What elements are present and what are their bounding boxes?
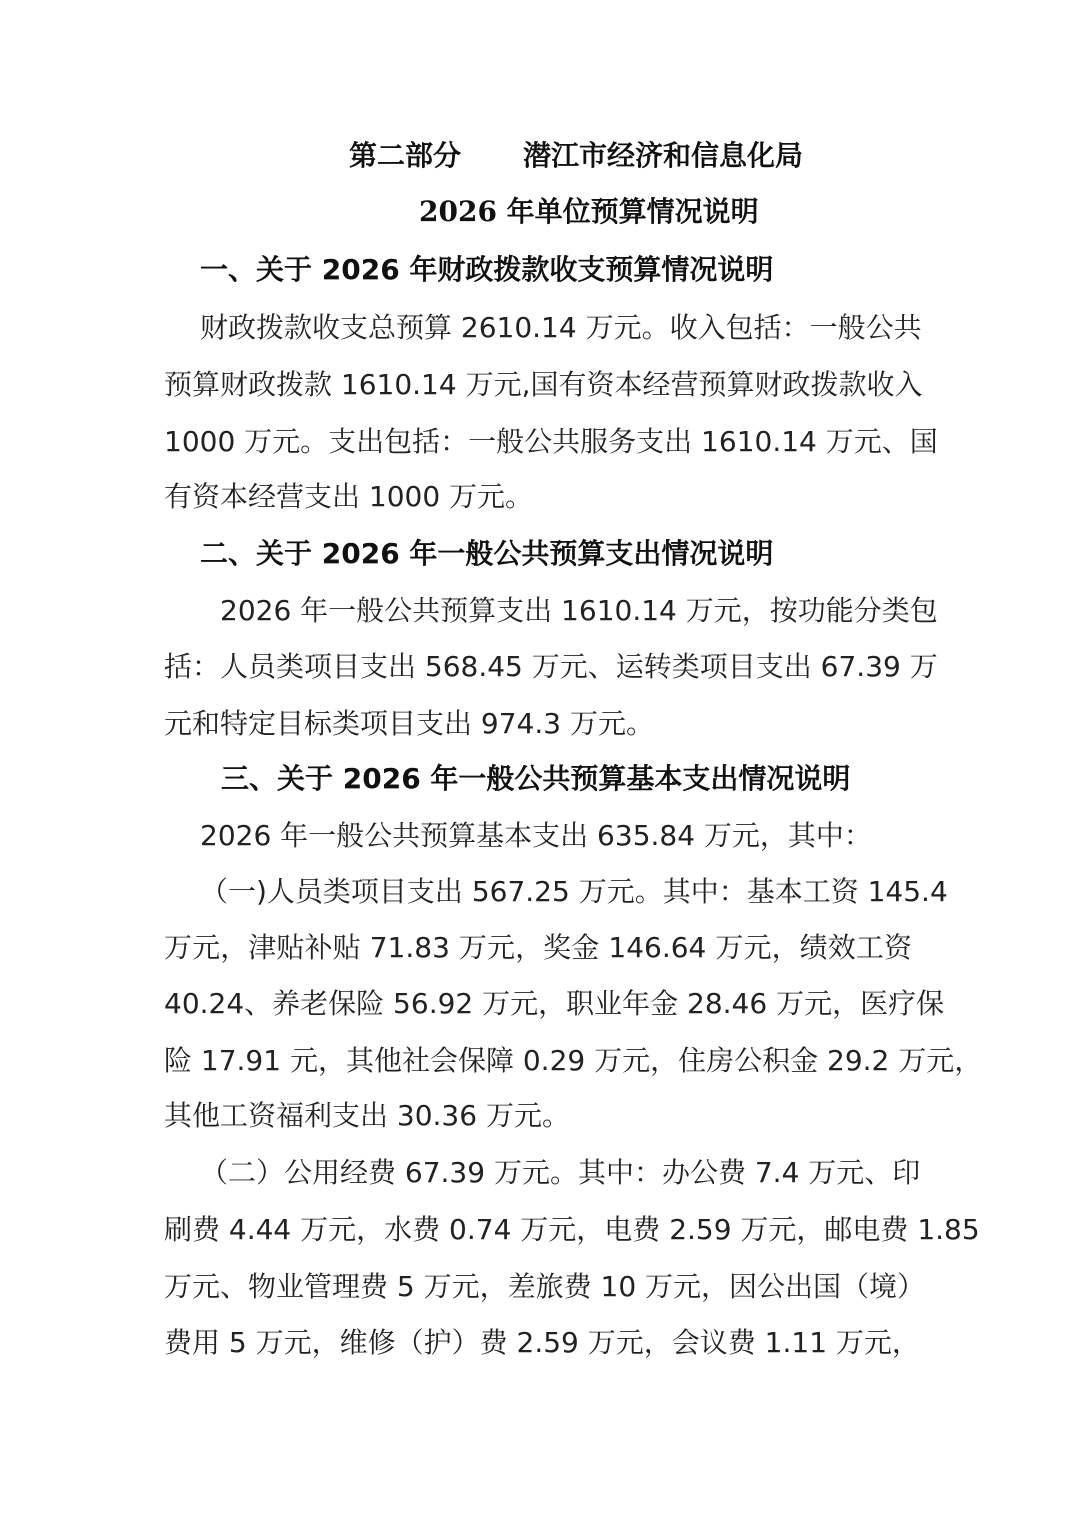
section-3-line: （一)人员类项目支出 567.25 万元。其中：基本工资 145.4 — [200, 875, 948, 908]
section-2-line: 2026 年一般公共预算支出 1610.14 万元，按功能分类包 — [220, 594, 938, 627]
section-3-line: 40.24、养老保险 56.92 万元，职业年金 28.46 万元，医疗保 — [164, 987, 945, 1020]
section-3-line: 2026 年一般公共预算基本支出 635.84 万元，其中： — [200, 819, 872, 852]
section-2-line: 括：人员类项目支出 568.45 万元、运转类项目支出 67.39 万 — [164, 650, 938, 683]
section-1-line: 有资本经营支出 1000 万元。 — [164, 480, 534, 513]
section-3-line: 万元、物业管理费 5 万元，差旅费 10 万元，因公出国（境） — [164, 1270, 926, 1303]
section-3-line: 费用 5 万元，维修（护）费 2.59 万元，会议费 1.11 万元， — [164, 1326, 920, 1359]
section-3-line: 万元，津贴补贴 71.83 万元，奖金 146.64 万元，绩效工资 — [164, 931, 912, 964]
section-1-line: 1000 万元。支出包括：一般公共服务支出 1610.14 万元、国 — [164, 425, 938, 458]
section-2-line: 元和特定目标类项目支出 974.3 万元。 — [164, 707, 654, 740]
title-organization: 潜江市经济和信息化局 — [523, 139, 804, 172]
section-3-line: 刷费 4.44 万元，水费 0.74 万元，电费 2.59 万元，邮电费 1.85 — [164, 1213, 980, 1246]
section-1-line: 预算财政拨款 1610.14 万元,国有资本经营预算财政拨款收入 — [164, 368, 923, 401]
title-part-label: 第二部分 — [349, 139, 462, 172]
title-subtitle: 2026 年单位预算情况说明 — [419, 195, 759, 228]
section-3-line: 其他工资福利支出 30.36 万元。 — [164, 1099, 570, 1132]
section-1-line: 财政拨款收支总预算 2610.14 万元。收入包括：一般公共 — [200, 311, 922, 344]
section-2-heading: 二、关于 2026 年一般公共预算支出情况说明 — [200, 537, 774, 570]
section-3-line: （二）公用经费 67.39 万元。其中：办公费 7.4 万元、印 — [200, 1156, 921, 1189]
section-1-heading: 一、关于 2026 年财政拨款收支预算情况说明 — [200, 253, 774, 286]
section-3-heading: 三、关于 2026 年一般公共预算基本支出情况说明 — [221, 762, 851, 795]
section-3-line: 险 17.91 元，其他社会保障 0.29 万元，住房公积金 29.2 万元， — [164, 1044, 983, 1077]
